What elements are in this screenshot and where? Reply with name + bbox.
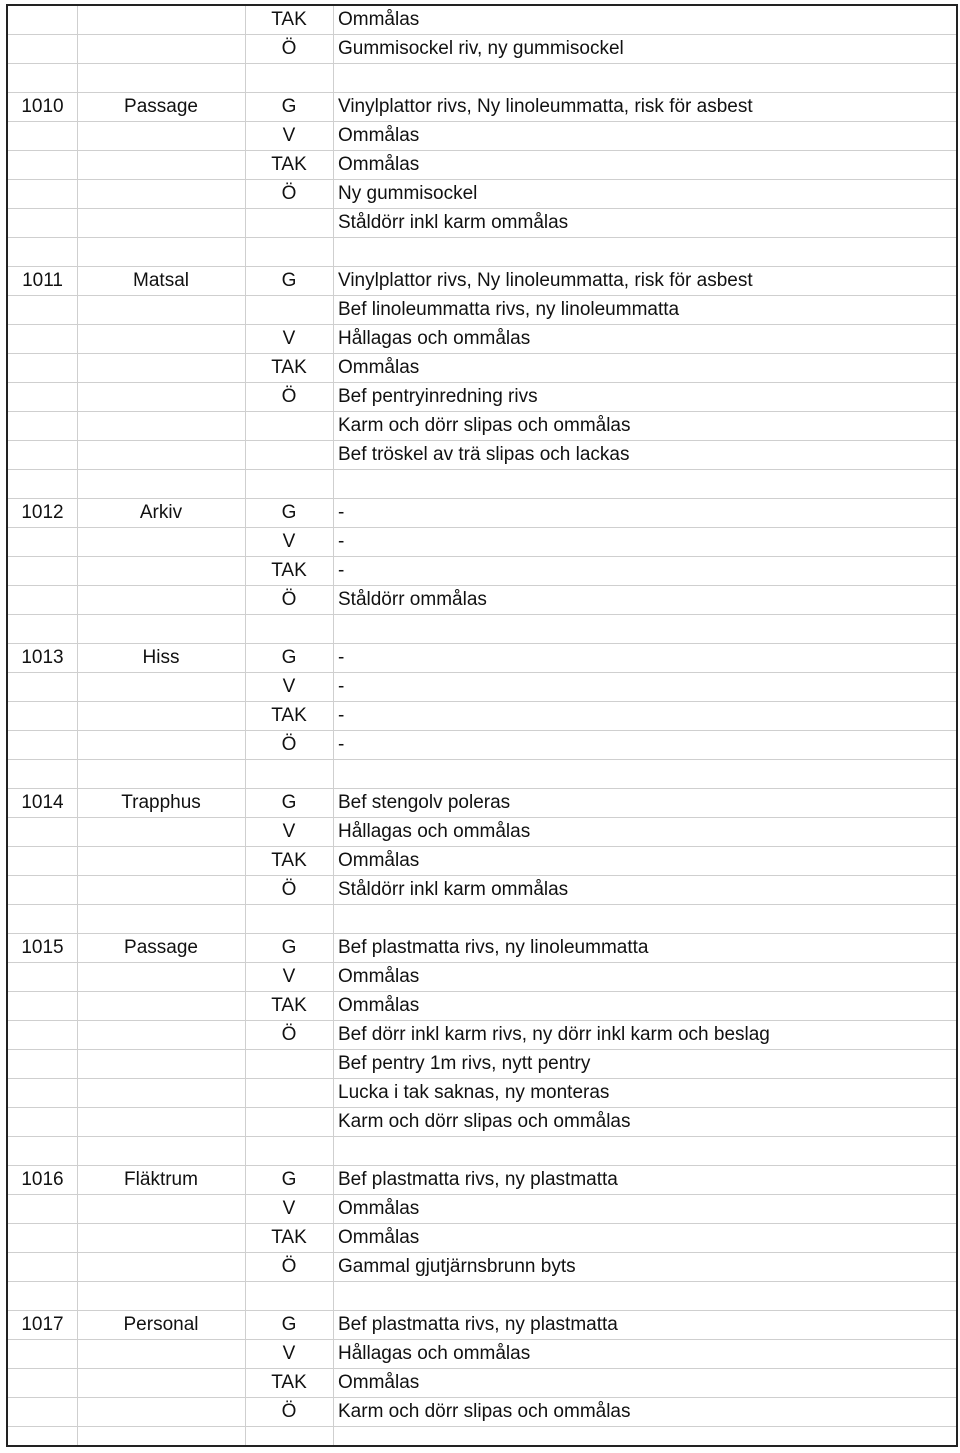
- table-row: [8, 731, 956, 760]
- description-cell[interactable]: Bef tröskel av trä slipas och lackas: [338, 444, 630, 465]
- description-cell[interactable]: Karm och dörr slipas och ommålas: [338, 415, 631, 436]
- row-id-cell[interactable]: [8, 1108, 77, 1136]
- description-cell[interactable]: -: [338, 705, 345, 726]
- description-cell[interactable]: -: [338, 676, 345, 697]
- table-row: [8, 441, 956, 470]
- surface-code-cell[interactable]: TAK: [271, 1227, 307, 1248]
- row-id-cell[interactable]: [8, 876, 77, 904]
- surface-code-cell[interactable]: G: [281, 270, 297, 291]
- room-name-cell[interactable]: Fläktrum: [124, 1169, 198, 1190]
- surface-code-cell[interactable]: [245, 441, 333, 469]
- table-row: [8, 122, 956, 151]
- table-row: [8, 1224, 956, 1253]
- surface-code-cell[interactable]: TAK: [271, 1372, 307, 1393]
- surface-code-cell[interactable]: [245, 1108, 333, 1136]
- surface-code-cell[interactable]: [245, 238, 333, 266]
- description-cell[interactable]: Karm och dörr slipas och ommålas: [338, 1111, 631, 1132]
- description-cell[interactable]: [338, 905, 956, 933]
- description-cell[interactable]: Bef pentry 1m rivs, nytt pentry: [338, 1053, 591, 1074]
- table-row: [8, 992, 956, 1021]
- row-id-cell[interactable]: [8, 760, 77, 788]
- room-name-cell[interactable]: [77, 818, 245, 846]
- description-cell[interactable]: Ommålas: [338, 850, 420, 871]
- room-name-cell[interactable]: [77, 383, 245, 411]
- surface-code-cell[interactable]: [245, 470, 333, 498]
- row-id-cell[interactable]: [8, 1369, 77, 1397]
- description-cell[interactable]: Vinylplattor rivs, Ny linoleummatta, risk för asbest: [338, 96, 753, 117]
- description-cell[interactable]: Lucka i tak saknas, ny monteras: [338, 1082, 610, 1103]
- description-cell[interactable]: [338, 1282, 956, 1310]
- row-id-cell[interactable]: [8, 1282, 77, 1310]
- description-cell[interactable]: Ommålas: [338, 154, 420, 175]
- row-id-cell[interactable]: [8, 528, 77, 556]
- description-cell[interactable]: Hållagas och ommålas: [338, 1343, 531, 1364]
- row-id-cell[interactable]: [8, 818, 77, 846]
- row-id-cell[interactable]: [8, 122, 77, 150]
- table-row: [8, 905, 956, 934]
- surface-code-cell[interactable]: V: [282, 821, 296, 842]
- room-name-cell[interactable]: [77, 325, 245, 353]
- table-row: [8, 151, 956, 180]
- row-id-cell[interactable]: 1012: [21, 502, 64, 523]
- table-row: [8, 934, 956, 963]
- room-name-cell[interactable]: [77, 760, 245, 788]
- table-row: [8, 1282, 956, 1311]
- table-row: [8, 789, 956, 818]
- table-row: [8, 35, 956, 64]
- row-id-cell[interactable]: [8, 1398, 77, 1426]
- table-row: [8, 876, 956, 905]
- room-name-cell[interactable]: [77, 296, 245, 324]
- room-name-cell[interactable]: [77, 209, 245, 237]
- table-row: [8, 760, 956, 789]
- surface-code-cell[interactable]: TAK: [271, 560, 307, 581]
- row-id-cell[interactable]: [8, 586, 77, 614]
- table-row: [8, 238, 956, 267]
- description-cell[interactable]: [338, 470, 956, 498]
- row-id-cell[interactable]: [8, 615, 77, 643]
- surface-code-cell[interactable]: V: [282, 531, 296, 552]
- table-row: [8, 702, 956, 731]
- row-id-cell[interactable]: 1015: [21, 937, 64, 958]
- row-id-cell[interactable]: [8, 64, 77, 92]
- row-id-cell[interactable]: [8, 731, 77, 759]
- surface-code-cell[interactable]: [245, 296, 333, 324]
- surface-code-cell[interactable]: V: [282, 966, 296, 987]
- surface-code-cell[interactable]: Ö: [281, 1256, 297, 1277]
- row-id-cell[interactable]: [8, 180, 77, 208]
- surface-code-cell[interactable]: Ö: [281, 38, 297, 59]
- surface-code-cell[interactable]: [245, 905, 333, 933]
- spreadsheet-table: [6, 4, 958, 1447]
- description-cell[interactable]: Ommålas: [338, 1198, 420, 1219]
- room-name-cell[interactable]: [77, 412, 245, 440]
- room-name-cell[interactable]: Arkiv: [139, 502, 183, 523]
- row-id-cell[interactable]: [8, 905, 77, 933]
- description-cell[interactable]: [338, 760, 956, 788]
- row-id-cell[interactable]: [8, 1079, 77, 1107]
- row-id-cell[interactable]: [8, 354, 77, 382]
- room-name-cell[interactable]: [77, 615, 245, 643]
- table-row: [8, 412, 956, 441]
- room-name-cell[interactable]: [77, 1050, 245, 1078]
- surface-code-cell[interactable]: [245, 1050, 333, 1078]
- table-row: [8, 354, 956, 383]
- surface-code-cell[interactable]: V: [282, 1198, 296, 1219]
- description-cell[interactable]: Ny gummisockel: [338, 183, 478, 204]
- description-cell[interactable]: -: [338, 531, 345, 552]
- surface-code-cell[interactable]: [245, 1282, 333, 1310]
- room-name-cell[interactable]: [77, 847, 245, 875]
- description-cell[interactable]: Ståldörr inkl karm ommålas: [338, 212, 569, 233]
- surface-code-cell[interactable]: [245, 760, 333, 788]
- table-row: [8, 847, 956, 876]
- room-name-cell[interactable]: [77, 992, 245, 1020]
- surface-code-cell[interactable]: [245, 1137, 333, 1165]
- table-row: [8, 499, 956, 528]
- surface-code-cell[interactable]: [245, 209, 333, 237]
- room-name-cell[interactable]: [77, 1340, 245, 1368]
- room-name-cell[interactable]: [77, 1079, 245, 1107]
- description-cell[interactable]: Gammal gjutjärnsbrunn byts: [338, 1256, 576, 1277]
- surface-code-cell[interactable]: Ö: [281, 589, 297, 610]
- surface-code-cell[interactable]: Ö: [281, 879, 297, 900]
- description-cell[interactable]: Ommålas: [338, 1372, 420, 1393]
- room-name-cell[interactable]: [77, 151, 245, 179]
- description-cell[interactable]: Ommålas: [338, 966, 420, 987]
- table-row: [8, 180, 956, 209]
- room-name-cell[interactable]: [77, 673, 245, 701]
- surface-code-cell[interactable]: V: [282, 676, 296, 697]
- description-cell[interactable]: Bef stengolv poleras: [338, 792, 511, 813]
- row-id-cell[interactable]: [8, 1195, 77, 1223]
- table-row: [8, 557, 956, 586]
- room-name-cell[interactable]: [77, 180, 245, 208]
- surface-code-cell[interactable]: [245, 1079, 333, 1107]
- room-name-cell[interactable]: [77, 354, 245, 382]
- description-cell[interactable]: Gummisockel riv, ny gummisockel: [338, 38, 624, 59]
- surface-code-cell[interactable]: Ö: [281, 183, 297, 204]
- room-name-cell[interactable]: [77, 963, 245, 991]
- room-name-cell[interactable]: [77, 731, 245, 759]
- room-name-cell[interactable]: [77, 557, 245, 585]
- description-cell[interactable]: Hållagas och ommålas: [338, 328, 531, 349]
- row-id-cell[interactable]: [8, 383, 77, 411]
- surface-code-cell[interactable]: Ö: [281, 734, 297, 755]
- surface-code-cell[interactable]: G: [281, 1169, 297, 1190]
- surface-code-cell[interactable]: G: [281, 937, 297, 958]
- description-cell[interactable]: Ommålas: [338, 995, 420, 1016]
- row-id-cell[interactable]: 1016: [21, 1169, 64, 1190]
- table-row: [8, 615, 956, 644]
- table-row: [8, 93, 956, 122]
- row-id-cell[interactable]: [8, 1340, 77, 1368]
- row-id-cell[interactable]: [8, 412, 77, 440]
- row-id-cell[interactable]: [8, 1253, 77, 1281]
- description-cell[interactable]: [338, 238, 956, 266]
- row-id-cell[interactable]: [8, 1050, 77, 1078]
- room-name-cell[interactable]: [77, 122, 245, 150]
- table-row: [8, 963, 956, 992]
- surface-code-cell[interactable]: TAK: [271, 154, 307, 175]
- room-name-cell[interactable]: [77, 876, 245, 904]
- room-name-cell[interactable]: [77, 6, 245, 34]
- room-name-cell[interactable]: [77, 1369, 245, 1397]
- row-id-cell[interactable]: 1010: [21, 96, 64, 117]
- description-cell[interactable]: [338, 615, 956, 643]
- description-cell[interactable]: -: [338, 502, 345, 523]
- table-row: [8, 64, 956, 93]
- table-row: [8, 818, 956, 847]
- table-row: [8, 528, 956, 557]
- surface-code-cell[interactable]: [245, 615, 333, 643]
- description-cell[interactable]: [338, 64, 956, 92]
- room-name-cell[interactable]: [77, 64, 245, 92]
- surface-code-cell[interactable]: TAK: [271, 357, 307, 378]
- table-row: [8, 1079, 956, 1108]
- table-row: [8, 6, 956, 35]
- table-row: [8, 1050, 956, 1079]
- room-name-cell[interactable]: Trapphus: [121, 792, 201, 813]
- row-id-cell[interactable]: [8, 441, 77, 469]
- row-id-cell[interactable]: [8, 296, 77, 324]
- room-name-cell[interactable]: [77, 441, 245, 469]
- table-row: [8, 1398, 956, 1427]
- table-row: [8, 586, 956, 615]
- table-row: [8, 1021, 956, 1050]
- surface-code-cell[interactable]: TAK: [271, 705, 307, 726]
- table-row: [8, 209, 956, 238]
- description-cell[interactable]: -: [338, 560, 345, 581]
- row-id-cell[interactable]: [8, 557, 77, 585]
- surface-code-cell[interactable]: Ö: [281, 1401, 297, 1422]
- room-name-cell[interactable]: [77, 470, 245, 498]
- row-id-cell[interactable]: [8, 847, 77, 875]
- table-row: [8, 1195, 956, 1224]
- description-cell[interactable]: -: [338, 734, 345, 755]
- table-row: [8, 1311, 956, 1340]
- row-id-cell[interactable]: [8, 209, 77, 237]
- surface-code-cell[interactable]: V: [282, 328, 296, 349]
- table-row: [8, 644, 956, 673]
- row-id-cell[interactable]: [8, 1224, 77, 1252]
- description-cell[interactable]: Ommålas: [338, 125, 420, 146]
- room-name-cell[interactable]: Matsal: [133, 270, 189, 291]
- table-row: [8, 1253, 956, 1282]
- room-name-cell[interactable]: [77, 586, 245, 614]
- description-cell[interactable]: Bef plastmatta rivs, ny plastmatta: [338, 1169, 618, 1190]
- row-id-cell[interactable]: [8, 470, 77, 498]
- row-id-cell[interactable]: 1011: [22, 270, 63, 291]
- surface-code-cell[interactable]: V: [282, 125, 296, 146]
- room-name-cell[interactable]: [77, 1021, 245, 1049]
- room-name-cell[interactable]: Passage: [124, 96, 198, 117]
- description-cell[interactable]: Ommålas: [338, 9, 420, 30]
- surface-code-cell[interactable]: Ö: [281, 1024, 297, 1045]
- room-name-cell[interactable]: [77, 35, 245, 63]
- description-cell[interactable]: Ommålas: [338, 357, 420, 378]
- surface-code-cell[interactable]: TAK: [271, 9, 307, 30]
- room-name-cell[interactable]: Passage: [124, 937, 198, 958]
- description-cell[interactable]: Bef plastmatta rivs, ny linoleummatta: [338, 937, 649, 958]
- row-id-cell[interactable]: 1013: [21, 647, 64, 668]
- row-id-cell[interactable]: [8, 6, 77, 34]
- room-name-cell[interactable]: [77, 1224, 245, 1252]
- table-row: [8, 1108, 956, 1137]
- table-row: [8, 267, 956, 296]
- table-row: [8, 325, 956, 354]
- room-name-cell[interactable]: [77, 905, 245, 933]
- room-name-cell[interactable]: [77, 1195, 245, 1223]
- description-cell[interactable]: Bef dörr inkl karm rivs, ny dörr inkl karm och beslag: [338, 1024, 770, 1045]
- surface-code-cell[interactable]: G: [281, 96, 297, 117]
- table-row: [8, 1137, 956, 1166]
- room-name-cell[interactable]: [77, 1253, 245, 1281]
- room-name-cell[interactable]: [77, 1398, 245, 1426]
- room-name-cell[interactable]: [77, 1108, 245, 1136]
- description-cell[interactable]: Hållagas och ommålas: [338, 821, 531, 842]
- row-id-cell[interactable]: [8, 1137, 77, 1165]
- surface-code-cell[interactable]: G: [281, 502, 297, 523]
- row-id-cell[interactable]: [8, 673, 77, 701]
- row-id-cell[interactable]: [8, 992, 77, 1020]
- description-cell[interactable]: Bef pentryinredning rivs: [338, 386, 538, 407]
- room-name-cell[interactable]: [77, 528, 245, 556]
- room-name-cell[interactable]: [77, 238, 245, 266]
- surface-code-cell[interactable]: [245, 412, 333, 440]
- surface-code-cell[interactable]: [245, 64, 333, 92]
- room-name-cell[interactable]: Personal: [123, 1314, 199, 1335]
- surface-code-cell[interactable]: G: [281, 1314, 297, 1335]
- room-name-cell[interactable]: [77, 702, 245, 730]
- room-name-cell[interactable]: [77, 1282, 245, 1310]
- row-id-cell[interactable]: [8, 238, 77, 266]
- table-row: [8, 1369, 956, 1398]
- surface-code-cell[interactable]: TAK: [271, 850, 307, 871]
- row-id-cell[interactable]: [8, 1021, 77, 1049]
- room-name-cell[interactable]: [77, 1137, 245, 1165]
- room-name-cell[interactable]: Hiss: [142, 647, 180, 668]
- row-id-cell[interactable]: [8, 35, 77, 63]
- table-row: [8, 673, 956, 702]
- description-cell[interactable]: -: [338, 647, 345, 668]
- table-row: [8, 1340, 956, 1369]
- table-row: [8, 470, 956, 499]
- description-cell[interactable]: [338, 1137, 956, 1165]
- surface-code-cell[interactable]: Ö: [281, 386, 297, 407]
- description-cell[interactable]: Vinylplattor rivs, Ny linoleummatta, risk för asbest: [338, 270, 753, 291]
- description-cell[interactable]: Bef plastmatta rivs, ny plastmatta: [338, 1314, 618, 1335]
- table-row: [8, 296, 956, 325]
- row-id-cell[interactable]: [8, 151, 77, 179]
- description-cell[interactable]: Ståldörr inkl karm ommålas: [338, 879, 569, 900]
- description-cell[interactable]: Bef linoleummatta rivs, ny linoleummatta: [338, 299, 680, 320]
- surface-code-cell[interactable]: G: [281, 792, 297, 813]
- description-cell[interactable]: Ommålas: [338, 1227, 420, 1248]
- row-id-cell[interactable]: 1017: [21, 1314, 64, 1335]
- description-cell[interactable]: Karm och dörr slipas och ommålas: [338, 1401, 631, 1422]
- description-cell[interactable]: Ståldörr ommålas: [338, 589, 487, 610]
- surface-code-cell[interactable]: V: [282, 1343, 296, 1364]
- surface-code-cell[interactable]: TAK: [271, 995, 307, 1016]
- row-id-cell[interactable]: 1014: [21, 792, 64, 813]
- table-row: [8, 383, 956, 412]
- row-id-cell[interactable]: [8, 702, 77, 730]
- surface-code-cell[interactable]: G: [281, 647, 297, 668]
- row-id-cell[interactable]: [8, 325, 77, 353]
- row-id-cell[interactable]: [8, 963, 77, 991]
- table-row: [8, 1166, 956, 1195]
